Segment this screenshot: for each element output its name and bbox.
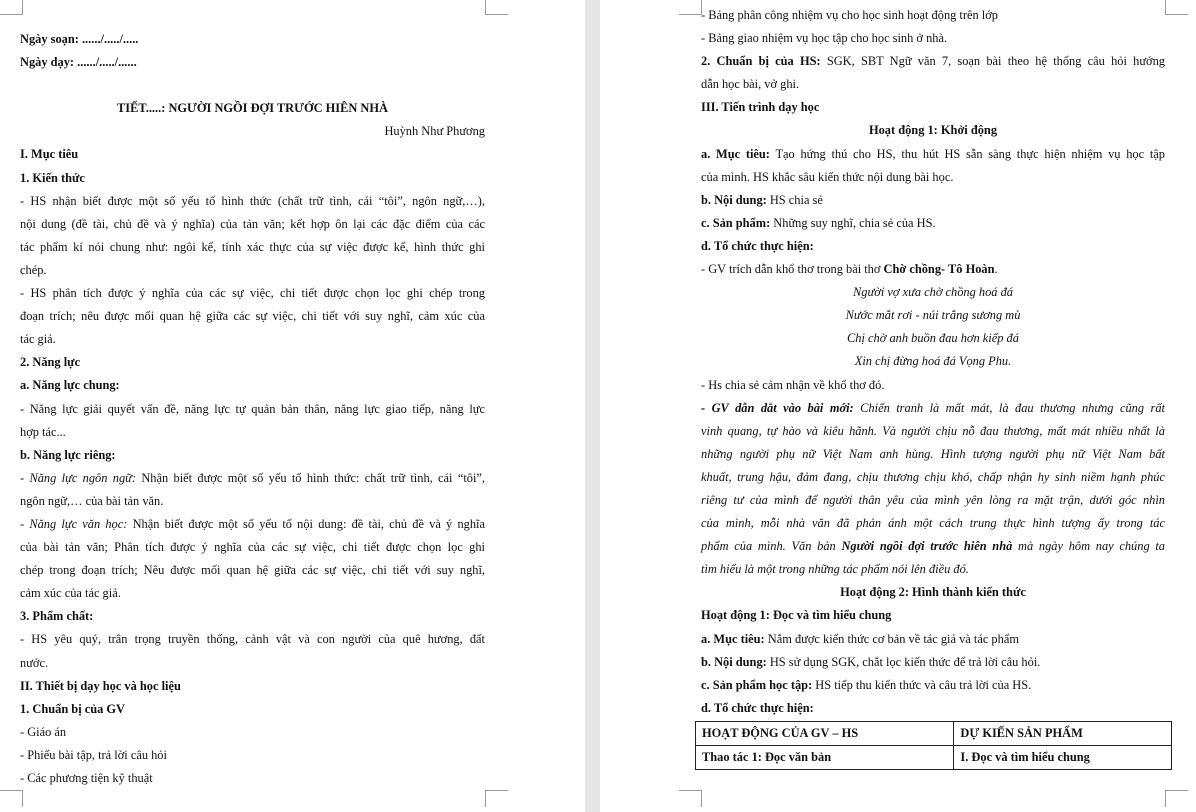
paragraph-line: [701, 651, 1165, 674]
paragraph-line: nước.: [20, 655, 49, 670]
table-cell: Thao tác 1: Đọc văn bản: [696, 746, 954, 770]
crop-mark: [1165, 790, 1188, 807]
heading-activity-1: Hoạt động 1: Khởi động: [868, 123, 998, 138]
inline-label: 2. Chuẩn bị của HS:: [701, 54, 821, 69]
crop-mark: [0, 0, 23, 15]
list-item: - Các phương tiện kỹ thuật: [20, 771, 153, 785]
heading-objectives: I. Mục tiêu: [20, 147, 79, 162]
paragraph-line: [701, 143, 1165, 166]
heading-knowledge: 1. Kiến thức: [20, 170, 85, 185]
inline-text: Tạo hứng thú cho HS, thu hút HS sẵn sàng thực hiện nhiệm vụ học tập: [769, 146, 1165, 161]
heading-subactivity: Hoạt động 1: Đọc và tìm hiểu chung: [701, 608, 892, 623]
document-page-right: [600, 0, 1196, 812]
inline-text: HS sử dụng SGK, chắt lọc kiến thức để trả lời câu hỏi.: [766, 654, 1041, 669]
paragraph-line: của mình, mỗi nhà văn đã phản ánh một cách trung thực hình tượng ấy trong tác: [701, 516, 1165, 531]
paragraph-line: ngôn ngữ,… của bài tản văn.: [20, 493, 164, 508]
crop-mark: [679, 0, 702, 15]
table-cell: I. Đọc và tìm hiểu chung: [954, 746, 1172, 770]
paragraph-line: tìm hiểu là một trong những tác phẩm nói lên điều đó.: [701, 562, 969, 577]
poem-line: Chị chờ anh buồn đau hơn kiếp đá: [847, 331, 1019, 346]
lesson-title: TIẾT.....: NGƯỜI NGỒI ĐỢI TRƯỚC HIÊN NHÀ: [117, 101, 388, 116]
inline-text: Nhận biết được một số yếu tố hình thức: chất trữ tình, cái “tôi”,: [136, 470, 485, 485]
inline-text: Những suy nghĩ, chia sẻ của HS.: [770, 215, 936, 230]
author-name: Huỳnh Như Phương: [384, 124, 485, 139]
list-item: - Giáo án: [20, 724, 67, 739]
paragraph-line: của bài tản văn; Phân tích được ý nghĩa của các sự việc, chi tiết được chọn lọc ghi: [20, 540, 485, 555]
table-row: [696, 746, 1172, 770]
paragraph-line: đoạn trích; nêu được mối quan hệ giữa các sự việc, chi tiết với suy nghĩ, cảm xúc của: [20, 309, 485, 324]
table-header-row: [696, 721, 1172, 745]
heading-competence: 2. Năng lực: [20, 355, 81, 370]
inline-text: Nhận biết được một số yếu tố nội dung: đề tài, chủ đề và ý nghĩa: [127, 516, 485, 531]
paragraph-line: [701, 258, 1165, 281]
prep-date: Ngày soạn: ....../...../.....: [20, 32, 139, 46]
crop-mark: [0, 790, 23, 807]
paragraph-line: dẫn học bài, vở ghi.: [701, 77, 800, 92]
inline-label: - GV dẫn dắt vào bài mới:: [701, 400, 854, 415]
inline-label: - Năng lực văn học:: [20, 516, 128, 531]
inline-text: - GV trích dẫn khổ thơ trong bài thơ: [701, 262, 884, 277]
list-item: - Bảng giao nhiệm vụ học tập cho học sinh ở nhà.: [701, 31, 948, 46]
inline-label: a. Mục tiêu:: [701, 146, 770, 161]
paragraph-line: cảm xúc của tác giả.: [20, 586, 121, 601]
heading-teacher-prep: 1. Chuẩn bị của GV: [20, 701, 126, 716]
paragraph-line: [701, 397, 1165, 420]
paragraph-line: chép.: [20, 262, 47, 277]
left-text-column: [20, 28, 485, 790]
poem-line: Xin chị đừng hoá đá Vọng Phu.: [854, 354, 1012, 369]
inline-label: b. Nội dung:: [701, 654, 767, 669]
paragraph-line: - Năng lực giải quyết vấn đề, năng lực tự quản bản thân, năng lực giao tiếp, năng lực: [20, 401, 485, 416]
paragraph-line: - HS phân tích được ý nghĩa của các sự việc, chi tiết được chọn lọc ghi chép trong: [20, 286, 485, 301]
inline-text: SGK, SBT Ngữ văn 7, soạn bài theo hệ thống câu hỏi hướng: [820, 54, 1165, 69]
paragraph-line: chép trong đoạn trích; Nêu được mối quan hệ giữa các sự việc, chi tiết với suy nghĩ,: [20, 563, 485, 578]
document-page-left: [0, 0, 585, 812]
paragraph-line: d. Tổ chức thực hiện:: [701, 238, 814, 253]
inline-text: Nắm được kiến thức cơ bản về tác giả và tác phẩm: [764, 631, 1019, 646]
paragraph-line: [20, 513, 485, 536]
poem-line: Người vợ xưa chờ chồng hoá đá: [853, 285, 1013, 300]
paragraph-line: vinh quang, tự hào và kiêu hãnh. Và người chịu nỗ đau thương, mất mát nhiều nhất là: [701, 423, 1165, 438]
heading-general-competence: a. Năng lực chung:: [20, 378, 120, 393]
inline-text: Chiến tranh là mất mát, là đau thương nhưng cũng rất: [853, 400, 1165, 415]
table-header-cell: DỰ KIẾN SẢN PHẨM: [954, 721, 1172, 745]
paragraph-line: - HS yêu quý, trân trọng truyền thống, cảnh vật và con người của quê hương, đất: [20, 632, 485, 647]
paragraph-line: [701, 674, 1165, 697]
poem-source: Chờ chồng- Tô Hoàn: [883, 262, 995, 277]
heading-equipment: II. Thiết bị dạy học và học liệu: [20, 678, 181, 693]
inline-label: a. Mục tiêu:: [701, 631, 765, 646]
inline-label: b. Nội dung:: [701, 192, 767, 207]
paragraph-line: - Hs chia sẻ cảm nhận về khổ thơ đó.: [701, 377, 885, 392]
paragraph-line: riêng tư của mình để người thân yêu của mình yên lòng ra mặt trận, dưới góc nhìn: [701, 492, 1165, 507]
heading-qualities: 3. Phẩm chất:: [20, 609, 94, 624]
teach-date: Ngày dạy: ....../...../......: [20, 55, 137, 70]
inline-label: - Năng lực ngôn ngữ:: [20, 470, 137, 485]
crop-mark: [485, 790, 508, 807]
right-text-column: [701, 4, 1165, 770]
inline-text: .: [994, 262, 998, 277]
inline-label: c. Sản phẩm:: [701, 215, 771, 230]
paragraph-line: tác phẩm kí nói chung như: ngôi kể, tính xác thực của sự việc được kể, hình thức ghi: [20, 239, 485, 254]
paragraph-line: d. Tổ chức thực hiện:: [701, 700, 814, 715]
paragraph-line: [701, 50, 1165, 73]
list-item: - Bảng phân công nhiệm vụ cho học sinh hoạt động trên lớp: [701, 8, 998, 22]
inline-label: c. Sản phẩm học tập:: [701, 677, 813, 692]
paragraph-line: hợp tác...: [20, 424, 66, 439]
inline-text: HS chia sẻ: [766, 192, 823, 207]
list-item: - Phiếu bài tập, trả lời câu hỏi: [20, 747, 167, 762]
inline-text: phẩm của mình. Văn bản: [701, 539, 842, 554]
paragraph-line: [20, 467, 485, 490]
paragraph-line: nội dung (đề tài, chủ đề và ý nghĩa) của tản văn; kết hợp ôn lại các đặc điểm của các: [20, 216, 485, 231]
crop-mark: [679, 790, 702, 807]
paragraph-line: [701, 189, 1165, 212]
heading-specific-competence: b. Năng lực riêng:: [20, 447, 116, 462]
inline-text: HS tiếp thu kiến thức và câu trả lời của HS.: [812, 677, 1032, 692]
paragraph-line: - HS nhận biết được một số yếu tố hình thức (chất trữ tình, cái “tôi”, ngôn ngữ,…),: [20, 193, 485, 208]
activity-table: [695, 721, 1172, 770]
table-header-cell: HOẠT ĐỘNG CỦA GV – HS: [696, 721, 954, 745]
work-title: Người ngồi đợi trước hiên nhà: [841, 539, 1013, 554]
paragraph-line: những người phụ nữ Việt Nam anh hùng. Hình tượng người phụ nữ Việt Nam bất: [701, 446, 1165, 461]
crop-mark: [1165, 0, 1188, 15]
paragraph-line: [701, 535, 1165, 558]
paragraph-line: tác giả.: [20, 332, 56, 347]
paragraph-line: của mình. HS khắc sâu kiến thức nội dung bài học.: [701, 169, 954, 184]
crop-mark: [485, 0, 508, 15]
paragraph-line: [701, 628, 1165, 651]
heading-procedure: III. Tiến trình dạy học: [701, 100, 820, 115]
paragraph-line: [701, 212, 1165, 235]
paragraph-line: khuất, trung hậu, đảm đang, chịu thương chịu khó, chấp nhận hy sinh niềm hạnh phúc: [701, 469, 1165, 484]
inline-text: mà ngày hôm nay chúng ta: [1012, 539, 1166, 554]
poem-line: Nước mắt rơi - núi trắng sương mù: [845, 308, 1021, 323]
heading-activity-2: Hoạt động 2: Hình thành kiến thức: [840, 585, 1026, 600]
